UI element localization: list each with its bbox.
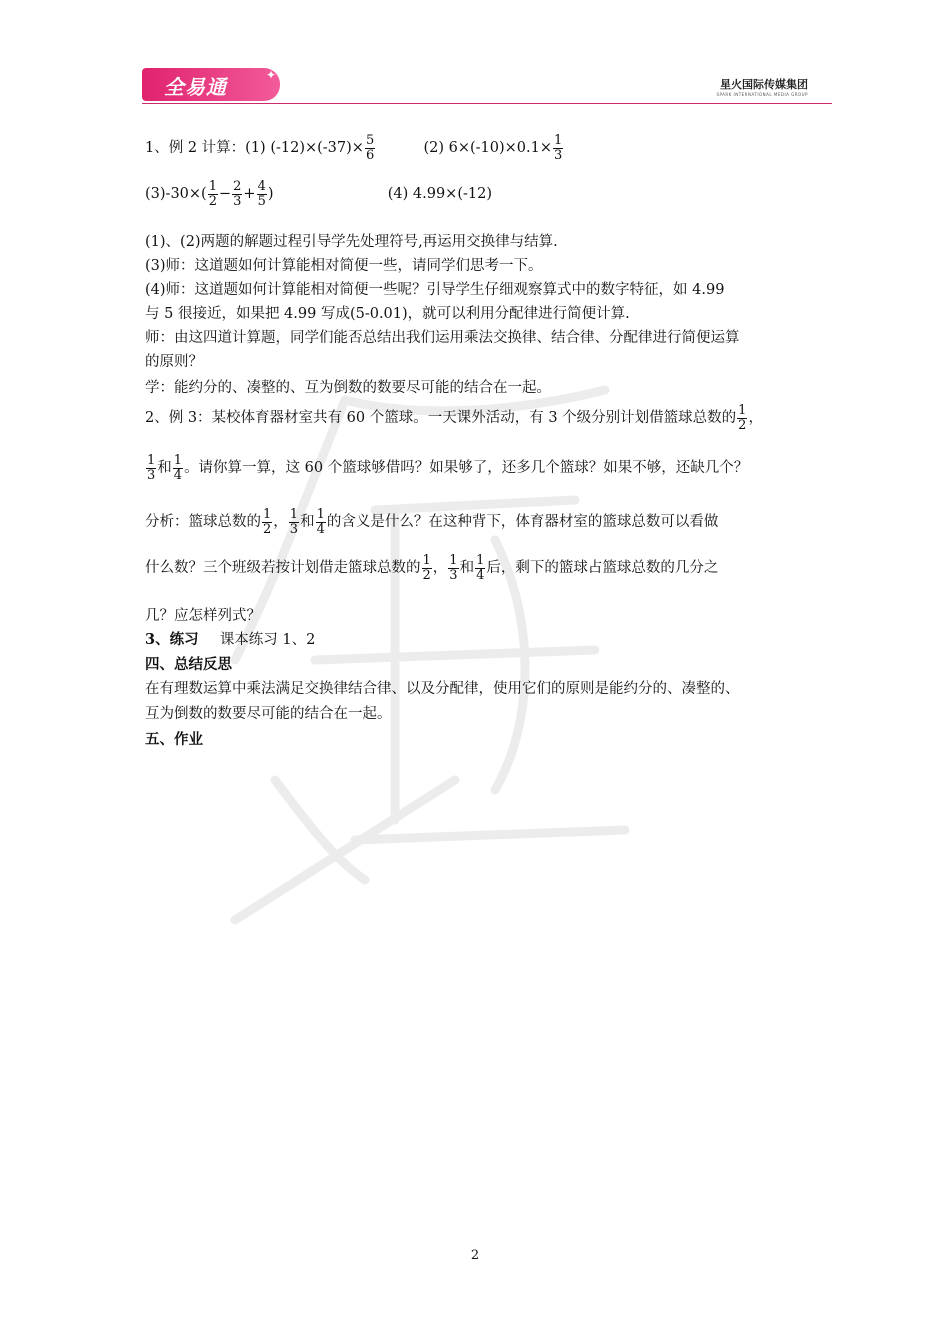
example2-part2: (2) 6×(-10)×0.1× bbox=[423, 140, 552, 157]
fraction: $\frac{1}{3}$ bbox=[289, 507, 299, 537]
note-line: 学：能约分的、凑整的、互为倒数的数要尽可能的结合在一起。 bbox=[145, 380, 551, 396]
operator: − bbox=[218, 186, 232, 203]
note-line: (3)师：这道题如何计算能相对简便一些，请同学们思考一下。 bbox=[145, 258, 543, 274]
fraction: $\frac{1}{2}$ bbox=[422, 553, 431, 583]
analysis-line3: 几？应怎样列式？ bbox=[145, 608, 261, 624]
fraction: $\frac{1}{4}$ bbox=[476, 553, 485, 583]
fraction: $\frac{1}{3}$ bbox=[449, 553, 458, 583]
example2-label: 1、例 2 计算：(1) (-12)×(-37)× bbox=[145, 140, 364, 157]
fraction: $\frac{1}{3}$ bbox=[147, 453, 156, 483]
example2-line2: (3)-30×( $\frac{1}{2}$ − $\frac{2}{3}$ + $\frac{4}{5}$ ) (4) 4.99×(-12) bbox=[145, 179, 492, 209]
logo-text: 全易通 bbox=[164, 75, 227, 99]
fraction: $\frac{1}{2}$ bbox=[263, 507, 272, 537]
header-divider bbox=[142, 103, 832, 104]
summary-text: 在有理数运算中乘法满足交换律结合律、以及分配律，使用它们的原则是能约分的、凑整的、 bbox=[145, 681, 740, 697]
fraction: $\frac{2}{3}$ bbox=[233, 179, 242, 209]
example2-line1 bbox=[145, 134, 564, 162]
practice-heading: 3、练习 bbox=[145, 631, 199, 648]
operator: + bbox=[243, 186, 256, 203]
note-line: 与 5 很接近，如果把 4.99 写成(5-0.01)，就可以利用分配律进行简便计算. bbox=[145, 306, 630, 322]
page-header bbox=[142, 68, 832, 104]
sparkle-icon: ✦ bbox=[265, 68, 276, 82]
practice-line bbox=[145, 628, 315, 649]
fraction: $\frac{4}{5}$ bbox=[257, 179, 266, 209]
example2-part3: (3)-30×( bbox=[145, 186, 207, 203]
summary-heading: 四、总结反思 bbox=[145, 656, 232, 673]
summary-text: 互为倒数的数要尽可能的结合在一起。 bbox=[145, 706, 392, 722]
fraction: $\frac{1}{4}$ bbox=[316, 507, 325, 537]
watermark-logo bbox=[195, 360, 635, 960]
analysis-line1: 分析：篮球总数的 $\frac{1}{2}$ ， $\frac{1}{3}$ 和 $\frac{1}{4}$ 的含义是什么？在这种背下，体育器材室的篮球总数可以看做 bbox=[145, 507, 719, 537]
practice-text: 课本练习 1、2 bbox=[219, 632, 316, 648]
brand-logo bbox=[142, 68, 280, 101]
note-line: (4)师：这道题如何计算能相对简便一些呢？引导学生仔细观察算式中的数字特征，如 4.99 bbox=[145, 282, 725, 298]
note-line: 的原则？ bbox=[145, 354, 203, 370]
publisher-brand bbox=[716, 76, 808, 97]
example3-line1: 2、例 3：某校体育器材室共有 60 个篮球。一天课外活动，有 3 个级分别计划借篮球总数的 $\frac{1}{2}$ ， bbox=[145, 403, 763, 433]
note-line: 师：由这四道计算题，同学们能否总结出我们运用乘法交换律、结合律、分配律进行简便运算 bbox=[145, 330, 740, 346]
publisher-name-cn: 星火国际传媒集团 bbox=[720, 78, 808, 91]
analysis-line2: 什么数？三个班级若按计划借走篮球总数的 $\frac{1}{2}$ ， $\frac{1}{3}$ 和 $\frac{1}{4}$ 后，剩下的篮球占篮球总数的几分之 bbox=[145, 553, 719, 583]
page-number: 2 bbox=[470, 1248, 480, 1263]
example3-line2: $\frac{1}{3}$ 和 $\frac{1}{4}$ 。请你算一算，这 60 个篮球够借吗？如果够了，还多几个篮球？如果不够，还缺几个？ bbox=[147, 453, 749, 483]
fraction: $\frac{1}{2}$ bbox=[738, 403, 747, 433]
fraction: $\frac{5}{6}$ bbox=[365, 133, 375, 163]
example2-part4: (4) 4.99×(-12) bbox=[387, 186, 492, 203]
homework-heading: 五、作业 bbox=[145, 731, 203, 748]
note-line: (1)、(2)两题的解题过程引导学先处理符号,再运用交换律与结算. bbox=[145, 234, 558, 250]
publisher-name-en: SPARK INTERNATIONAL MEDIA GROUP bbox=[716, 92, 808, 97]
fraction: $\frac{1}{4}$ bbox=[173, 453, 183, 483]
fraction: $\frac{1}{3}$ bbox=[554, 133, 563, 163]
fraction: $\frac{1}{2}$ bbox=[208, 179, 217, 209]
